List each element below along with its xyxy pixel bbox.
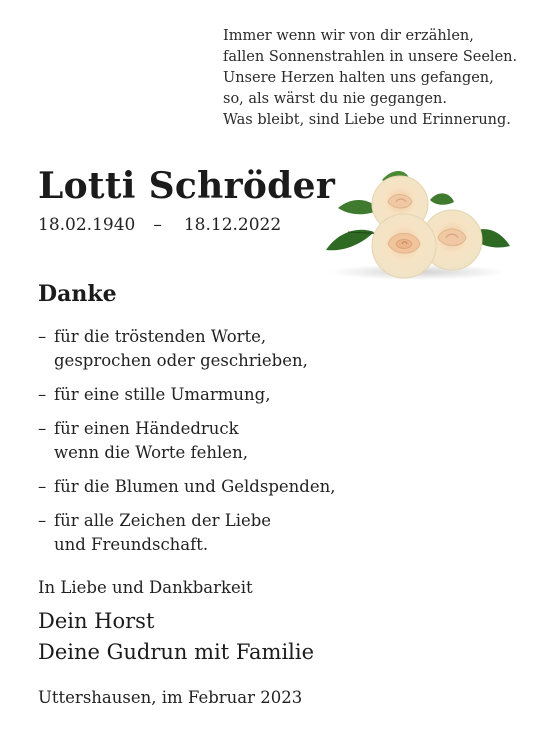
list-item-line: für einen Händedruck	[54, 419, 239, 438]
thanks-heading: Danke	[38, 281, 117, 307]
poem-line: Unsere Herzen halten uns gefangen,	[223, 70, 494, 86]
list-item-line: für eine stille Umarmung,	[54, 385, 271, 404]
list-item-line: für alle Zeichen der Liebe	[54, 511, 272, 530]
thanks-list	[38, 325, 458, 557]
list-item-line: und Freundschaft.	[54, 535, 209, 554]
roses-icon	[318, 160, 514, 280]
poem-line: so, als wärst du nie gegangen.	[223, 91, 447, 107]
list-item	[38, 417, 458, 465]
poem-line: Immer wenn wir von dir erzählen,	[223, 28, 474, 44]
list-item-line: wenn die Worte fehlen,	[54, 443, 248, 462]
list-dash: –	[38, 477, 47, 496]
list-item	[38, 325, 458, 373]
birth-date: 18.02.1940	[38, 215, 136, 235]
list-item	[38, 475, 458, 499]
date-separator: –	[153, 215, 162, 235]
list-item	[38, 509, 458, 557]
list-dash: –	[38, 419, 47, 438]
list-dash: –	[38, 385, 47, 404]
list-item-line: gesprochen oder geschrieben,	[54, 351, 308, 370]
life-dates	[38, 215, 281, 235]
closing-phrase: In Liebe und Dankbarkeit	[38, 578, 253, 597]
death-date: 18.12.2022	[183, 215, 282, 235]
list-item-line: für die Blumen und Geldspenden,	[54, 477, 336, 496]
list-dash: –	[38, 511, 47, 530]
list-item-line: für die tröstenden Worte,	[54, 327, 267, 346]
poem-line: fallen Sonnenstrahlen in unsere Seelen.	[223, 49, 518, 65]
signature: Deine Gudrun mit Familie	[38, 640, 315, 664]
place-date: Uttershausen, im Februar 2023	[38, 688, 303, 707]
signature: Dein Horst	[38, 609, 155, 633]
poem	[223, 26, 543, 131]
poem-line: Was bleibt, sind Liebe und Erinnerung.	[223, 112, 511, 128]
deceased-name: Lotti Schröder	[38, 165, 336, 207]
list-dash: –	[38, 327, 47, 346]
list-item	[38, 383, 458, 407]
